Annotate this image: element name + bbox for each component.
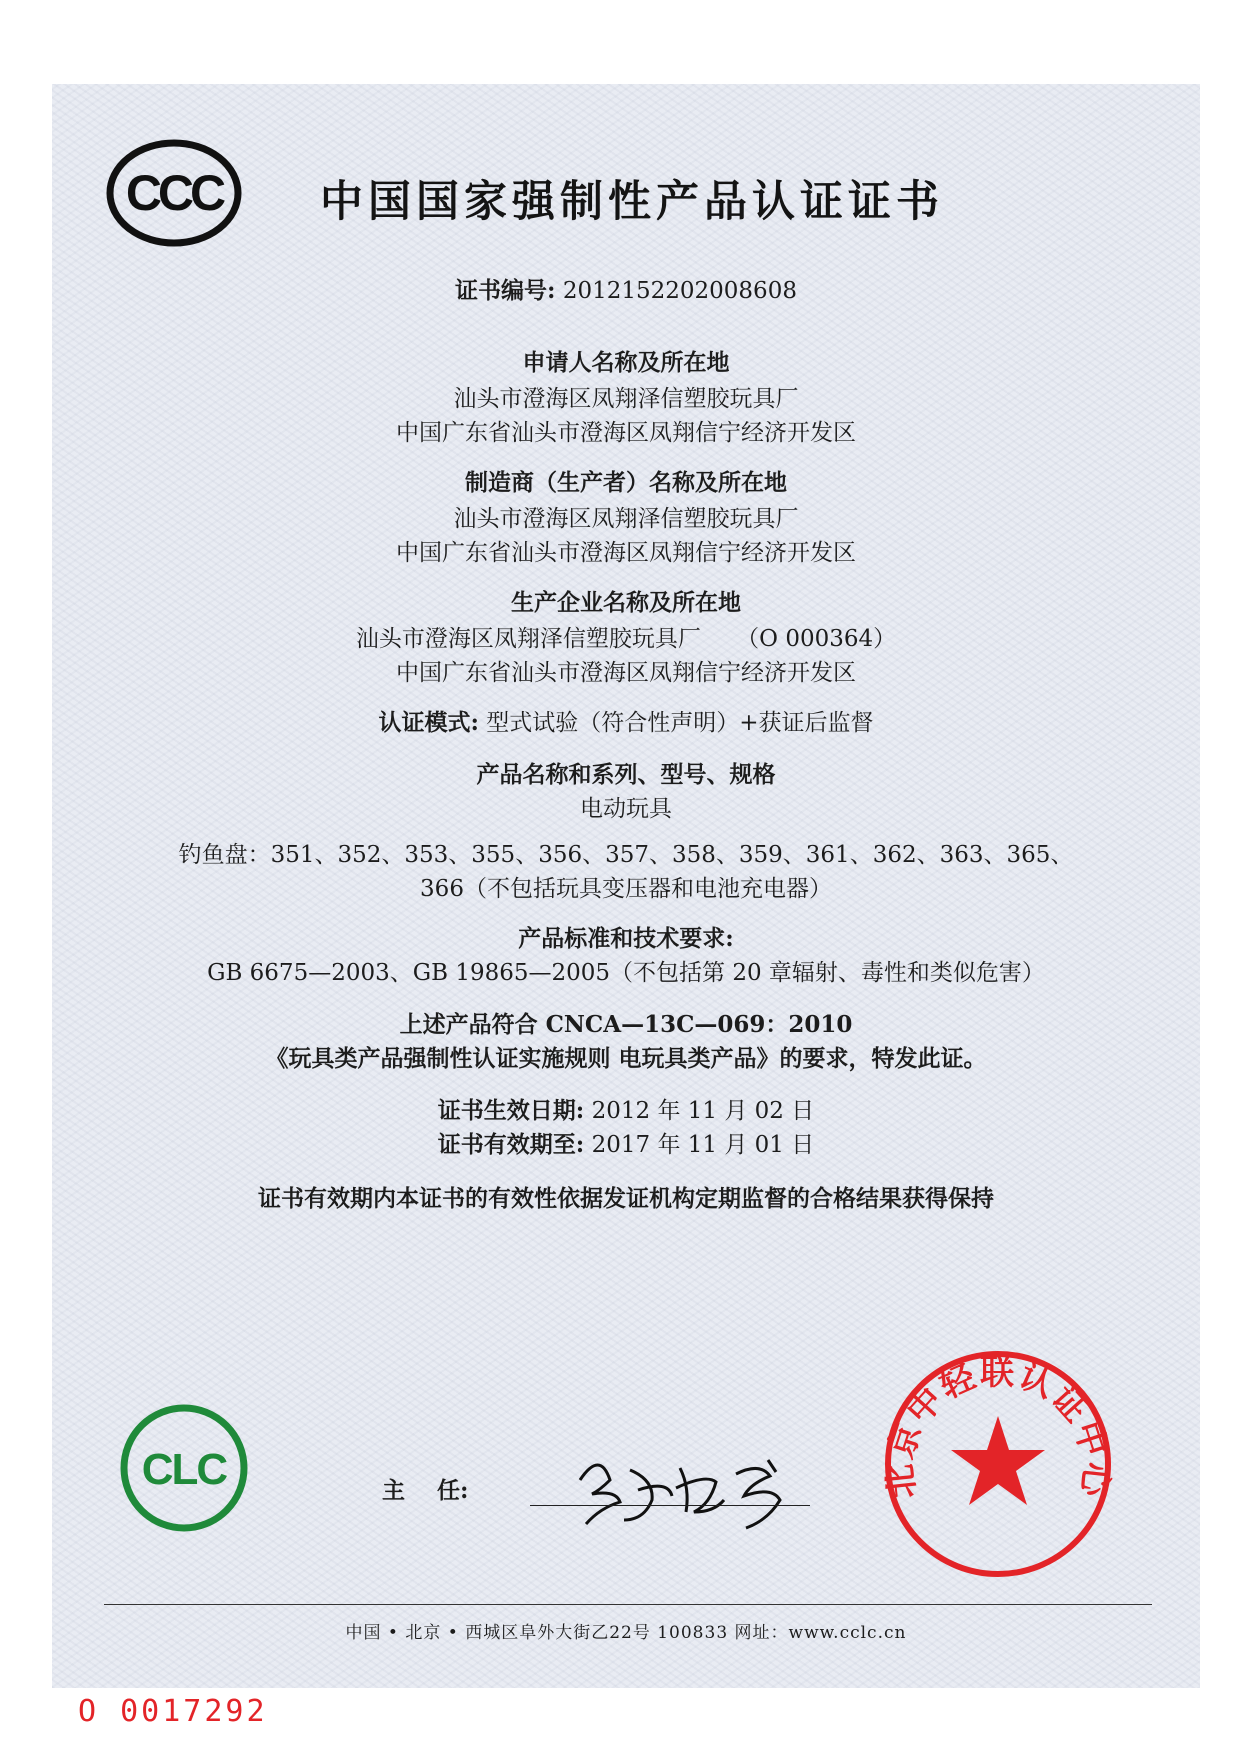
- compliance-line1: 上述产品符合 CNCA—13C—069：2010: [399, 1011, 853, 1038]
- effective-date-value: 2012 年 11 月 02 日: [591, 1098, 815, 1124]
- certificate-title: 中国国家强制性产品认证证书: [320, 177, 944, 227]
- product-models-line2: 366（不包括玩具变压器和电池充电器）: [420, 876, 832, 902]
- applicant-address: 中国广东省汕头市澄海区凤翔信宁经济开发区: [396, 420, 856, 446]
- certification-seal: [880, 1346, 1116, 1582]
- ccc-logo-text: CCC: [125, 165, 223, 221]
- clc-logo: [118, 1402, 250, 1534]
- director-label: 主 任:: [382, 1477, 469, 1504]
- standards-value: GB 6675—2003、GB 19865—2005（不包括第 20 章辐射、毒性和类似危害）: [207, 960, 1045, 986]
- clc-logo-text: CLC: [141, 1445, 227, 1494]
- applicant-name: 汕头市澄海区凤翔泽信塑胶玩具厂: [453, 386, 799, 412]
- director-signature: [560, 1440, 820, 1536]
- factory-heading: 生产企业名称及所在地: [511, 589, 741, 616]
- product-heading: 产品名称和系列、型号、规格: [476, 761, 776, 788]
- certification-mode-label: 认证模式:: [378, 709, 479, 736]
- manufacturer-address: 中国广东省汕头市澄海区凤翔信宁经济开发区: [396, 540, 856, 566]
- certificate-number-label: 证书编号:: [455, 277, 556, 304]
- signature-line: [530, 1505, 810, 1506]
- seal-text: 北京中轻联认证中心: [880, 1353, 1116, 1501]
- expiry-date-label: 证书有效期至:: [437, 1131, 585, 1158]
- expiry-date: [52, 1130, 1200, 1160]
- certification-mode: [52, 708, 1200, 738]
- factory-name: 汕头市澄海区凤翔泽信塑胶玩具厂: [355, 626, 701, 652]
- certificate-number: [52, 276, 1200, 306]
- seal-star-icon: [951, 1416, 1045, 1505]
- product-name: 电动玩具: [580, 796, 672, 822]
- compliance-line2: 《玩具类产品强制性认证实施规则 电玩具类产品》的要求，特发此证。: [265, 1045, 987, 1072]
- certification-mode-value: 型式试验（符合性声明）+获证后监督: [486, 710, 874, 736]
- effective-date: [52, 1096, 1200, 1126]
- validity-note: 证书有效期内本证书的有效性依据发证机构定期监督的合格结果获得保持: [258, 1185, 994, 1212]
- footer-address: 中国 • 北京 • 西城区阜外大街乙22号 100833 网址：www.cclc.cn: [345, 1623, 907, 1643]
- footer-divider: [104, 1604, 1152, 1605]
- effective-date-label: 证书生效日期:: [437, 1097, 585, 1124]
- expiry-date-value: 2017 年 11 月 01 日: [591, 1132, 815, 1158]
- product-models-line1: 钓鱼盘：351、352、353、355、356、357、358、359、361、362、363、365、: [178, 842, 1074, 868]
- manufacturer-name: 汕头市澄海区凤翔泽信塑胶玩具厂: [453, 506, 799, 532]
- manufacturer-heading: 制造商（生产者）名称及所在地: [465, 469, 787, 496]
- applicant-heading: 申请人名称及所在地: [522, 349, 730, 376]
- certificate-number-value: 2012152202008608: [562, 278, 797, 304]
- factory-address: 中国广东省汕头市澄海区凤翔信宁经济开发区: [396, 660, 856, 686]
- factory-code: （O 000364）: [736, 626, 897, 652]
- factory-name-line: [52, 624, 1200, 654]
- ccc-logo: [104, 138, 244, 248]
- standards-heading: 产品标准和技术要求:: [518, 925, 734, 952]
- serial-number: O 0017292: [78, 1694, 268, 1729]
